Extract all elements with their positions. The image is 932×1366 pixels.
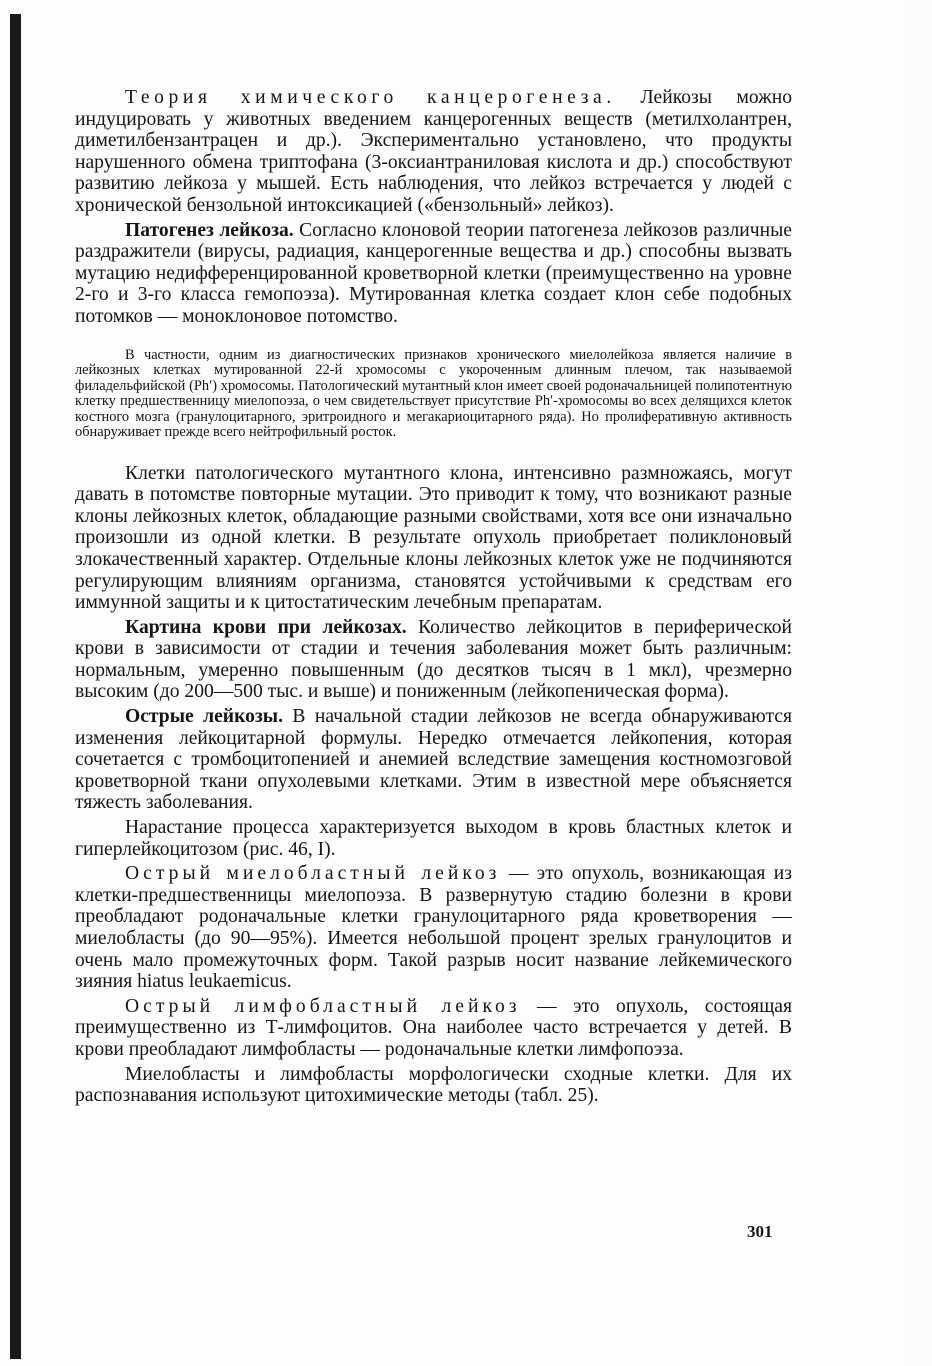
page-number: 301 xyxy=(747,1222,773,1241)
paragraph-text: Лейкозы можно индуцировать у животных введением канцерогенных веществ (метилхолантрен, диметилбензантрацен и др.). Экспериментально установлено, что продукты нарушенного обмена триптофана (3-оксиантраниловая кислота и др.) способствуют развитию лейкоза у мышей. Есть наблюдения, что лейкоз встречается у людей с хронической бензольной интоксикацией («бензольный» лейкоз). xyxy=(75,87,793,216)
paragraph-progression: Нарастание процесса характеризуется выходом в кровь бластных клеток и гиперлейкоцитозом (рис. 46, I). xyxy=(75,817,792,860)
paragraph-lymphoblastic xyxy=(75,996,792,1061)
term-acute-leukemia: Острые лейкозы. xyxy=(125,706,283,728)
paragraph-chemical-carcinogenesis xyxy=(75,87,792,217)
paragraph-text: — это опухоль, возникающая из клетки-предшественницы миелопоэза. В развернутую стадию болезни в крови преобладают родоначальные клетки гранулоцитарного ряда кроветворения — миелобласты (до 90—95%). Имеется небольшой процент зрелых гранулоцитов и очень мало промежуточных форм. Такой разрыв носит название лейкемического зияния hiatus leukaemicus. xyxy=(75,863,792,993)
paragraph-acute-leukemia xyxy=(75,706,792,814)
term-myeloblastic: Острый миелобластный лейкоз xyxy=(125,863,501,885)
small-print-note: В частности, одним из диагностических признаков хронического миелолейкоза является наличие в лейкозных клетках мутированной 22-й хромосомы с укороченным длинным плечом, так называемой филадельфийской (Ph′) хромосомы. Патологический мутантный клон имеет своей родоначальницей полипотентную клетку предшественницу миелопоэза, о чем свидетельствует присутствие Ph′-хромосомы во всех делящихся клеток костного мозга (гранулоцитарного, эритроидного и мегакариоцитарного ряда). Но пролиферативную активность обнаруживает прежде всего нейтрофильный росток. xyxy=(75,346,792,441)
paragraph-cytochemistry: Миелобласты и лимфобласты морфологически сходные клетки. Для их распознавания используют цитохимические методы (табл. 25). xyxy=(75,1063,792,1107)
binding-shadow xyxy=(10,14,21,1359)
paragraph-myeloblastic xyxy=(75,863,792,993)
term-lymphoblastic: Острый лимфобластный лейкоз xyxy=(125,995,521,1017)
term-blood-picture: Картина крови при лейкозах. xyxy=(125,616,407,638)
term-pathogenesis: Патогенез лейкоза. xyxy=(125,219,294,241)
paragraph-mutant-clone: Клетки патологического мутантного клона, интенсивно размножаясь, могут давать в потомстве повторные мутации. Это приводит к тому, что возникают разные клоны лейкозных клеток, обладающие разными свойствами, хотя все они изначально произошли из одной клетки. В результате опухоль приобретает поликлоновый злокачественный характер. Отдельные клоны лейкозных клеток уже не подчиняются регулирующим влияниям организма, становятся устойчивыми к средствам его иммунной защиты и к цитостатическим лечебным препаратам. xyxy=(75,462,792,614)
paragraph-blood-picture xyxy=(75,617,792,703)
page-text xyxy=(75,87,792,1107)
paragraph-text: Количество лейкоцитов в периферической крови в зависимости от стадии и течения заболевания может быть различным: нормальным, умеренно повышенным (до десятков тысяч в 1 мкл), чрезмерно высоким (до 200—500 тыс. и выше) и пониженным (лейкопеническая форма). xyxy=(75,616,792,703)
term-chemical-carcinogenesis: Теория химического канцерогенеза. xyxy=(125,87,616,108)
paragraph-pathogenesis xyxy=(75,220,792,328)
paragraph-text: — это опухоль, состоящая преимущественно из Т-лимфоцитов. Она наиболее часто встречается у детей. В крови преобладают лимфобласты — родоначальные клетки лимфопоэза. xyxy=(75,995,792,1060)
paragraph-text: В начальной стадии лейкозов не всегда обнаруживаются изменения лейкоцитарной формулы. Нередко отмечается лейкопения, которая сочетается с тромбоцитопенией и анемией вследствие замещения костномозговой кроветворной ткани опухолевыми клетками. Этим в известной мере объясняется тяжесть заболевания. xyxy=(75,706,793,814)
page-edge xyxy=(910,0,932,1366)
paragraph-text: Согласно клоновой теории патогенеза лейкозов различные раздражители (вирусы, радиация, канцерогенные вещества и др.) способны вызвать мутацию недифференцированной кроветворной клетки (преимущественно на уровне 2-го и 3-го класса гемопоэза). Мутированная клетка создает клон себе подобных потомков — моноклоновое потомство. xyxy=(75,219,792,327)
